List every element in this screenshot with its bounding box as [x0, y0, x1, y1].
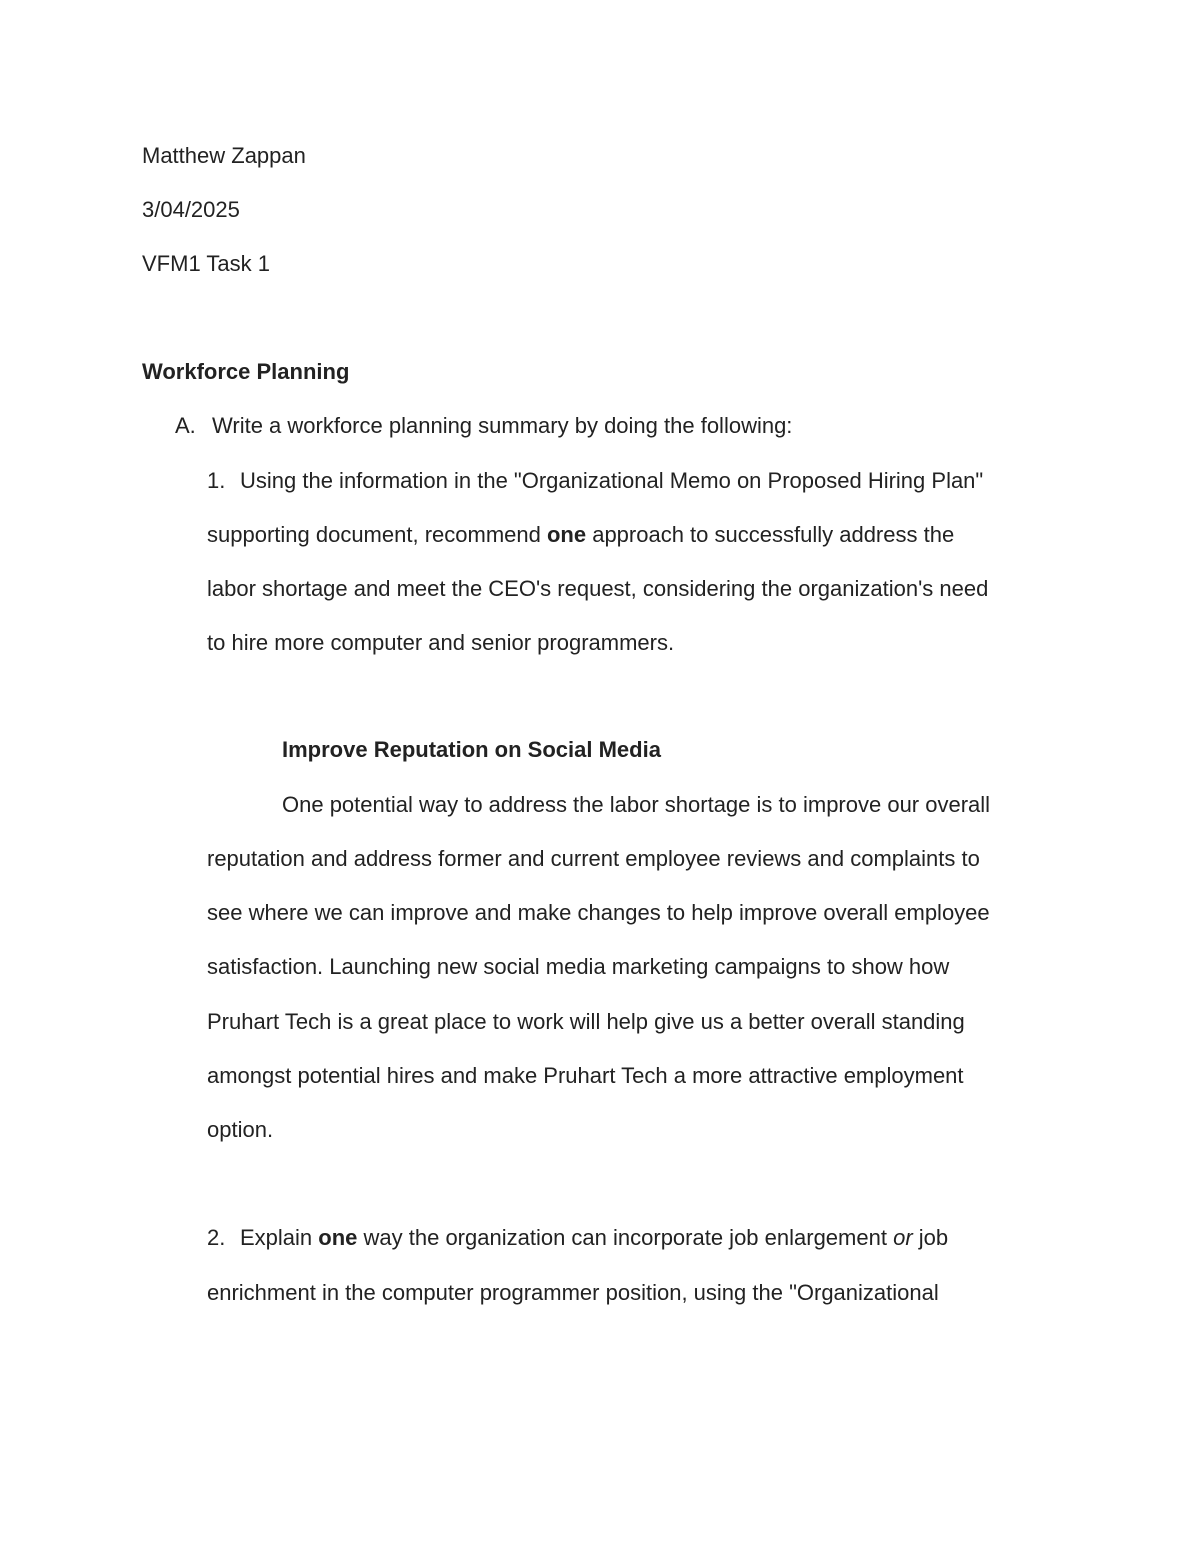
- item1-line2-end: approach to successfully address the: [586, 522, 955, 547]
- item2-line1: [240, 1224, 948, 1252]
- item1-line4: to hire more computer and senior programmers.: [207, 630, 675, 655]
- section-title: Workforce Planning: [142, 359, 350, 384]
- response-line: reputation and address former and current employee reviews and complaints to: [207, 846, 980, 871]
- item1-line2: [207, 521, 954, 549]
- course-title: VFM1 Task 1: [142, 251, 270, 276]
- item1-marker: 1.: [207, 468, 226, 493]
- response-line: see where we can improve and make changes to help improve overall employee: [207, 900, 990, 925]
- response-line: satisfaction. Launching new social media marketing campaigns to show how: [207, 954, 950, 979]
- item2-line1-mid: way the organization can incorporate job enlargement: [357, 1225, 894, 1250]
- response-line: One potential way to address the labor shortage is to improve our overall: [282, 792, 991, 817]
- item2-marker: 2.: [207, 1225, 226, 1250]
- part-a-marker: A.: [175, 413, 196, 438]
- item1-emphasis-one: one: [546, 522, 587, 547]
- response-heading: Improve Reputation on Social Media: [282, 737, 661, 762]
- item1-line2-start: supporting document, recommend: [207, 522, 547, 547]
- date: 3/04/2025: [142, 197, 240, 222]
- response-line: Pruhart Tech is a great place to work will help give us a better overall standing: [207, 1009, 965, 1034]
- part-a-text: Write a workforce planning summary by doing the following:: [212, 413, 793, 438]
- item2-emphasis-or: or: [893, 1225, 913, 1250]
- item2-line2: enrichment in the computer programmer position, using the "Organizational: [207, 1280, 939, 1305]
- response-line: amongst potential hires and make Pruhart Tech a more attractive employment: [207, 1063, 964, 1088]
- item1-line1: Using the information in the "Organizational Memo on Proposed Hiring Plan": [240, 468, 984, 493]
- item2-line1-end: job: [912, 1225, 949, 1250]
- item1-line3: labor shortage and meet the CEO's request, considering the organization's need: [207, 576, 989, 601]
- response-line: option.: [207, 1117, 274, 1142]
- item2-emphasis-one: one: [318, 1225, 358, 1250]
- item2-line1-start: Explain: [240, 1225, 319, 1250]
- author-name: Matthew Zappan: [142, 143, 306, 168]
